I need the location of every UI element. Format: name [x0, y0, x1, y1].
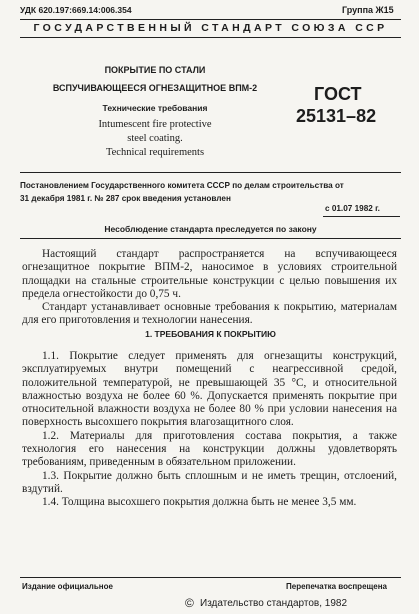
footer-rule [20, 577, 401, 578]
official-edition: Издание официальное [22, 582, 113, 591]
header-top-rule [20, 19, 401, 20]
law-notice: Несоблюдение стандарта преследуется по закону [104, 224, 317, 234]
decree-top-rule [20, 172, 401, 173]
paragraph-1-1: 1.1. Покрытие следует применять для огнезащиты конструкций, эксплуатируемых внутри помещений с неагрессивной средой, положительной температурой, не превышающей 35 °С, и относительной влажностью воздуха не более 60 %. Допускается применять покрытие при относительной влажности воздуха не более 80 % при условии нанесения на поверхность высохшего покрытия влагозащитного слоя. [22, 350, 397, 429]
standard-title: ГОСУДАРСТВЕННЫЙ СТАНДАРТ СОЮЗА ССР [33, 22, 388, 34]
header-bottom-rule [20, 37, 401, 38]
udc-code: УДК 620.197:669.14:006.354 [20, 5, 132, 15]
section-1-block [22, 350, 397, 510]
reprint-notice: Перепечатка воспрещена [286, 582, 387, 591]
decree-date: с 01.07 1982 г. [325, 204, 380, 213]
decree-date-underline [323, 216, 400, 217]
copyright-symbol: © [185, 596, 194, 610]
intro-paragraph-2: Стандарт устанавливает основные требования к покрытию, материалам для его приготовления и технологии нанесения. [22, 301, 397, 327]
title-en-line3: Technical requirements [105, 147, 205, 158]
group-code: Группа Ж15 [342, 5, 394, 15]
decree-line1: Постановлением Государственного комитета СССР по делам строительства от [20, 181, 344, 190]
intro-block [22, 248, 397, 328]
title-en-line1: Intumescent fire protective [98, 119, 212, 130]
intro-paragraph-1: Настоящий стандарт распространяется на вспучивающееся огнезащитное покрытие ВПМ-2, наносимое в условиях строительной площадки на стальные строительные конструкции с целью повышения их предела огнестойкости до 0,75 ч. [22, 248, 397, 300]
decree-line2: 31 декабря 1981 г. № 287 срок введения установлен [20, 194, 231, 203]
paragraph-1-4: 1.4. Толщина высохшего покрытия должна быть не менее 3,5 мм. [42, 496, 357, 509]
title-ru-line2: ВСПУЧИВАЮЩЕЕСЯ ОГНЕЗАЩИТНОЕ ВПМ-2 [52, 83, 258, 93]
law-notice-rule [20, 238, 401, 239]
paragraph-1-2: 1.2. Материалы для приготовления состава покрытия, а также технология его нанесения на конструкции должны удовлетворять требованиям, приведенным в обязательном приложении. [22, 429, 397, 469]
title-ru-line1: ПОКРЫТИЕ ПО СТАЛИ [104, 65, 206, 75]
gost-number: 25131–82 [296, 106, 377, 126]
gost-label: ГОСТ [314, 84, 362, 104]
publisher: Издательство стандартов, 1982 [200, 598, 348, 609]
title-ru-line3: Технические требования [102, 103, 208, 113]
title-en-line2: steel coating. [127, 133, 183, 144]
section-title: 1. ТРЕБОВАНИЯ К ПОКРЫТИЮ [145, 329, 276, 339]
paragraph-1-3: 1.3. Покрытие должно быть сплошным и не иметь трещин, отслоений, вздутий. [22, 469, 397, 495]
